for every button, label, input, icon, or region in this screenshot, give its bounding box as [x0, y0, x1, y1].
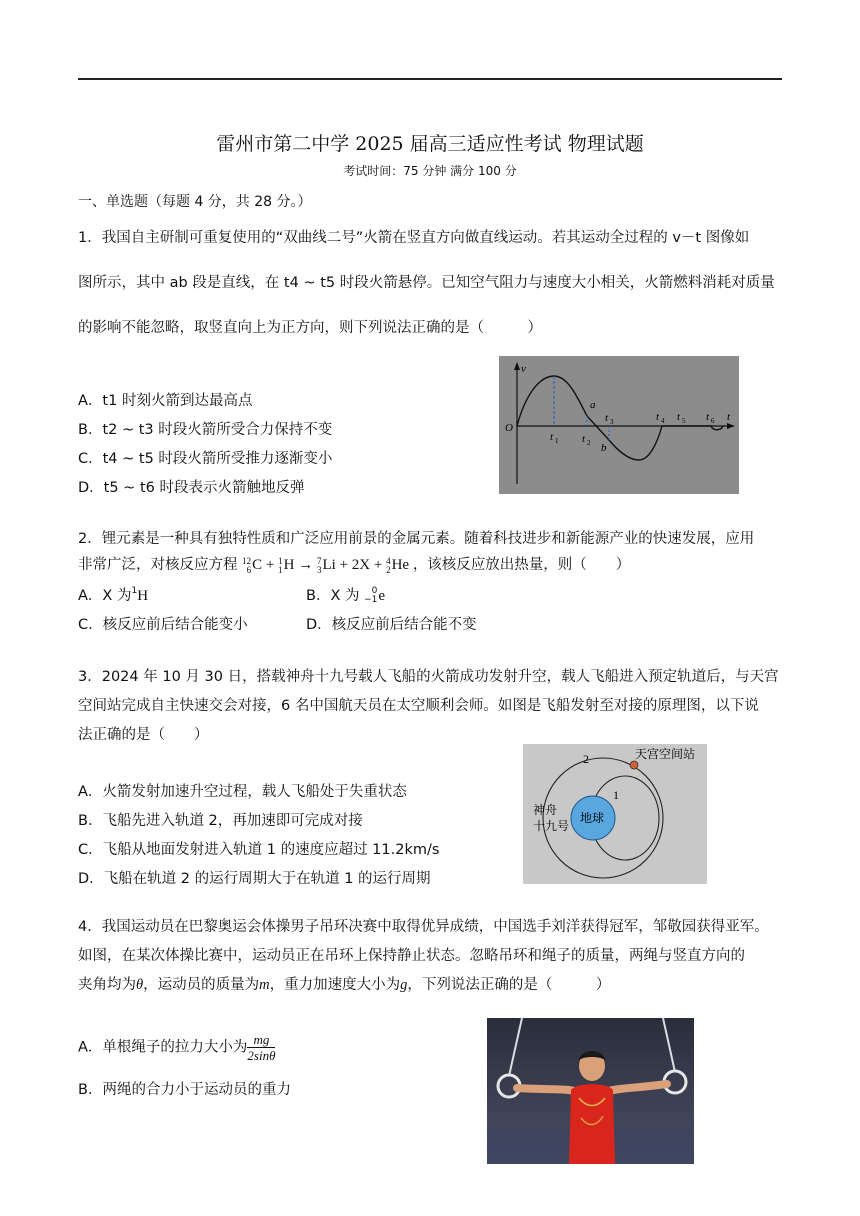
nuclear-equation [242, 557, 413, 573]
point-a-label: a [590, 399, 596, 411]
q2-option-c: C．核反应前后结合能变小 [78, 617, 248, 633]
q1-option-d: D．t5 ~ t6 时段表示火箭触地反弹 [78, 480, 305, 496]
t5-subscript: 5 [682, 417, 686, 425]
t3-subscript: 3 [610, 418, 614, 426]
q1-option-c: C．t4 ~ t5 时段火箭所受推力逐渐变小 [78, 451, 333, 467]
q3-option-b: B．飞船先进入轨道 2，再加速即可完成对接 [78, 813, 363, 829]
orbit-1-label: 1 [613, 788, 619, 802]
q1-option-b: B．t2 ~ t3 时段火箭所受合力保持不变 [78, 422, 333, 438]
li-symbol: Li [322, 557, 336, 573]
q2-option-d: D．核反应前后结合能不变 [306, 617, 477, 633]
q2-line-2-start: 非常广泛，对核反应方程 [78, 557, 238, 573]
space-station-marker [630, 761, 638, 769]
q1-line-3: 的影响不能忽略，取竖直向上为正方向，则下列说法正确的是（ ） [78, 320, 542, 336]
he-mass-number: 4 [386, 555, 391, 566]
c-atomic-number: 6 [246, 564, 252, 575]
q3-option-c: C．飞船从地面发射进入轨道 1 的速度应超过 11.2km/s [78, 842, 440, 858]
t6-subscript: 6 [711, 417, 715, 425]
q2-option-b: B．X 为 0 −1e [306, 586, 386, 605]
t6-label: t [706, 411, 710, 423]
option-a-symbol: H [137, 588, 149, 604]
q1-line-2: 图所示，其中 ab 段是直线，在 t4 ~ t5 时段火箭悬停。已知空气阻力与速度大小相关，火箭燃料消耗对质量 [78, 275, 775, 291]
page-title: 雷州市第二中学 2025 届高三适应性考试 物理试题 [216, 133, 644, 155]
graph-background [499, 356, 739, 494]
q3-line-1: 3．2024 年 10 月 30 日，搭载神舟十九号载人飞船的火箭成功发射升空，载人飞船进入预定轨道后，与天宫 [78, 669, 779, 685]
q1-option-a: A．t1 时刻火箭到达最高点 [78, 393, 253, 409]
mass-symbol: m [259, 977, 270, 993]
gravity-symbol: g [400, 977, 408, 993]
t4-label: t [656, 411, 660, 423]
t2-label: t [582, 433, 586, 445]
q3-option-d: D．飞船在轨道 2 的运行周期大于在轨道 1 的运行周期 [78, 871, 431, 887]
plus-sign: + [339, 557, 348, 573]
t-axis-label: t [727, 411, 731, 423]
q2-line-1: 2．锂元素是一种具有独特性质和广泛应用前景的金属元素。随着科技进步和新能源产业的快速发展，应用 [78, 531, 755, 547]
t4-subscript: 4 [661, 417, 665, 425]
q3-line-3: 法正确的是（ ） [78, 727, 209, 743]
gymnast-photo [487, 1018, 694, 1164]
left-arm [517, 1088, 579, 1092]
li-atomic-number: 3 [316, 564, 322, 575]
earth-label: 地球 [580, 811, 605, 825]
q4-line-1: 4．我国运动员在巴黎奥运会体操男子吊环决赛中取得优异成绩，中国选手刘洋获得冠军，邹敬园获得亚军。 [78, 919, 769, 935]
he-symbol: He [391, 557, 410, 573]
option-b-mass-number: 0 [371, 586, 378, 596]
reaction-arrow: → [298, 557, 314, 573]
origin-label: O [505, 422, 513, 434]
plus-sign: + [373, 557, 383, 573]
t3-label: t [605, 412, 609, 424]
q4-line-2: 如图，在某次体操比赛中，运动员正在吊环上保持静止状态。忽略吊环和绳子的质量，两绳与竖直方向的 [78, 948, 745, 964]
q4-option-b: B．两绳的合力小于运动员的重力 [78, 1082, 291, 1098]
top-rule [78, 78, 782, 80]
tension-fraction: $\frac{mg}{2\sin\theta}$ [247, 1032, 276, 1063]
q3-line-2: 空间站完成自主快速交会对接，6 名中国航天员在太空顺利会师。如图是飞船发射至对接的原理图，以下说 [78, 698, 759, 714]
q2-option-a: A．X 为$^1$H [78, 586, 149, 604]
t2-subscript: 2 [587, 439, 591, 447]
q2-line-2-end: ，该核反应放出热量，则（ ） [412, 557, 631, 573]
orbit-2-label: 2 [583, 752, 589, 766]
plus-sign: + [265, 557, 275, 573]
q4-option-a: A．单根绳子的拉力大小为 $\frac{mg}{2\sin\theta}$ [78, 1032, 276, 1063]
he-atomic-number: 2 [386, 564, 391, 575]
q4-line-3: 夹角均为θ，运动员的质量为m，重力加速度大小为g，下列说法正确的是（ ） [78, 977, 611, 993]
station-label: 天宫空间站 [635, 747, 696, 761]
vt-graph [499, 356, 739, 494]
q1-line-1: 1．我国自主研制可重复使用的“双曲线二号”火箭在竖直方向做直线运动。若其运动全过程的 v－t 图像如 [78, 230, 750, 246]
two-x-term: 2X [351, 557, 371, 573]
option-b-symbol: e [378, 588, 386, 604]
q2-line-2 [78, 555, 784, 575]
spacecraft-label-line1: 神舟 [533, 803, 558, 817]
t1-subscript: 1 [555, 437, 559, 445]
exam-info: 考试时间：75 分钟 满分 100 分 [343, 164, 517, 178]
h-symbol: H [283, 557, 295, 573]
li-mass-number: 7 [316, 555, 322, 566]
c-mass-number: 12 [242, 555, 252, 566]
c-symbol: C [252, 557, 263, 573]
t1-label: t [550, 431, 554, 443]
h-mass-number: 1 [278, 555, 283, 566]
point-b-label: b [601, 442, 607, 454]
section-heading: 一、单选题（每题 4 分，共 28 分。） [78, 194, 312, 210]
q3-option-a: A．火箭发射加速升空过程，载人飞船处于失重状态 [78, 784, 407, 800]
v-axis-label: v [521, 363, 526, 375]
orbit-diagram [523, 744, 707, 884]
option-b-charge-number: −1 [364, 595, 378, 605]
spacecraft-label-line2: 十九号 [533, 819, 570, 833]
option-a-mass-number: 1 [131, 586, 138, 596]
h-atomic-number: 1 [278, 564, 283, 575]
t5-label: t [677, 411, 681, 423]
theta-symbol: θ [136, 977, 144, 993]
